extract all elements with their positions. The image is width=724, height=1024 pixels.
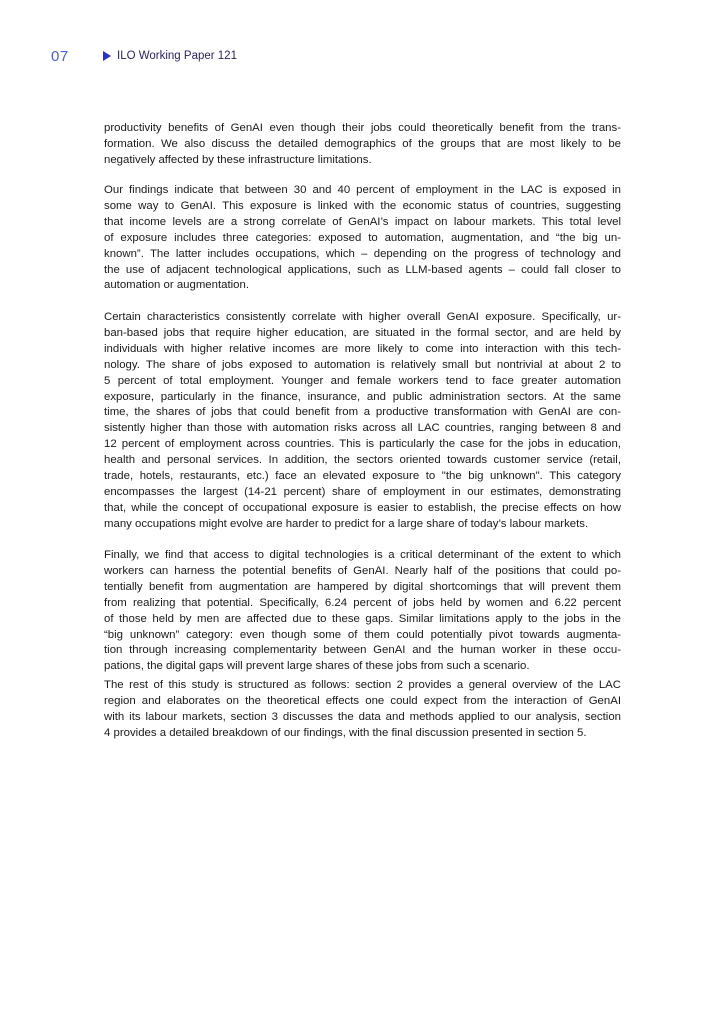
paragraph xyxy=(104,310,621,533)
text-line: productivity benefits of GenAI even though their jobs could theoretically benefit from the trans- xyxy=(104,122,621,134)
text-line: Our findings indicate that between 30 and 40 percent of employment in the LAC is exposed in xyxy=(104,184,621,196)
text-line: 12 percent of employment across countries. This is particularly the case for the jobs in education, xyxy=(104,438,621,451)
text-line: region and elaborates on the theoretical effects one could expect from the interaction of GenAI xyxy=(104,694,621,707)
text-line: The rest of this study is structured as follows: section 2 provides a general overview of the LAC xyxy=(104,679,621,691)
paragraph xyxy=(104,183,621,294)
text-line: “big unknown” category: even though some of them could potentially pivot towards augmenta- xyxy=(104,628,621,641)
text-line: tentially benefit from augmentation are hampered by digital shortcomings that will prevent them xyxy=(104,580,621,593)
text-line: exposure, particularly in the finance, insurance, and public administration sectors. At the same xyxy=(104,390,621,403)
text-line: Certain characteristics consistently correlate with higher overall GenAI exposure. Specifically, ur- xyxy=(104,311,621,323)
triangle-bullet-icon xyxy=(103,51,111,61)
text-line: formation. We also discuss the detailed demographics of the groups that are most likely to be xyxy=(104,137,621,150)
text-line: the use of adjacent technological applications, such as LLM-based agents – could fall closer to xyxy=(104,263,621,276)
text-line: 5 percent of total employment. Younger and female workers tend to face greater automation xyxy=(104,374,621,387)
text-line: known”. The latter includes occupations, which – depending on the progress of technology and xyxy=(104,247,621,260)
text-line: many occupations might evolve are harder to predict for a large share of today’s labour markets. xyxy=(104,517,589,530)
text-line: that income levels are a strong correlate of GenAI’s impact on labour markets. This total level xyxy=(104,215,621,228)
text-line: pations, the digital gaps will prevent large shares of these jobs from such a scenario. xyxy=(104,660,530,673)
text-line: individuals with higher relative incomes are more likely to come into interaction with this tech- xyxy=(104,342,621,355)
text-line: Finally, we find that access to digital technologies is a critical determinant of the extent to which xyxy=(104,549,621,561)
text-line: automation or augmentation. xyxy=(104,279,250,292)
text-line: negatively affected by these infrastructure limitations. xyxy=(104,153,372,166)
text-line: nology. The share of jobs exposed to automation is relatively small but nontrivial at about 2 to xyxy=(104,358,621,371)
text-line: some way to GenAI. This exposure is linked with the economic status of countries, suggesting xyxy=(104,199,621,212)
running-title: ILO Working Paper 121 xyxy=(117,50,237,62)
text-line: health and personal services. In addition, the sectors oriented towards customer service (retail, xyxy=(104,454,621,467)
text-line: trade, hotels, restaurants, etc.) face an elevated exposure to "the big unknown". This category xyxy=(104,470,621,483)
text-line: 4 provides a detailed breakdown of our findings, with the final discussion presented in section 5. xyxy=(104,726,587,739)
text-line: sistently higher than those with automation risks across all LAC countries, ranging between 8 and xyxy=(104,422,621,435)
text-line: from realizing that potential. Specifically, 6.24 percent of jobs held by women and 6.22 percent xyxy=(104,596,621,609)
paragraph xyxy=(104,121,621,169)
text-line: that, while the concept of occupational exposure is easier to establish, the precise effects on how xyxy=(104,501,621,514)
text-line: ban-based jobs that require higher education, are situated in the formal sector, and are held by xyxy=(104,326,621,339)
running-header xyxy=(103,50,237,62)
text-line: workers can harness the potential benefits of GenAI. Nearly half of the positions that could po- xyxy=(104,564,621,577)
text-line: with its labour markets, section 3 discusses the data and methods applied to our analysis, section xyxy=(104,710,621,723)
text-line: of exposure includes three categories: exposed to automation, augmentation, and “the big un- xyxy=(104,231,621,244)
text-line: encompasses the largest (14-21 percent) share of employment in our estimates, demonstrating xyxy=(104,485,621,498)
page-number: 07 xyxy=(51,48,69,65)
text-line: tion through increasing complementarity between GenAI and the human worker in these occu- xyxy=(104,644,621,657)
text-line: time, the shares of jobs that could benefit from a productive transformation with GenAI are con- xyxy=(104,406,621,419)
paragraph xyxy=(104,678,621,742)
text-line: of those held by men are affected due to these gaps. Similar limitations apply to the jobs in the xyxy=(104,612,621,625)
paragraph xyxy=(104,548,621,675)
